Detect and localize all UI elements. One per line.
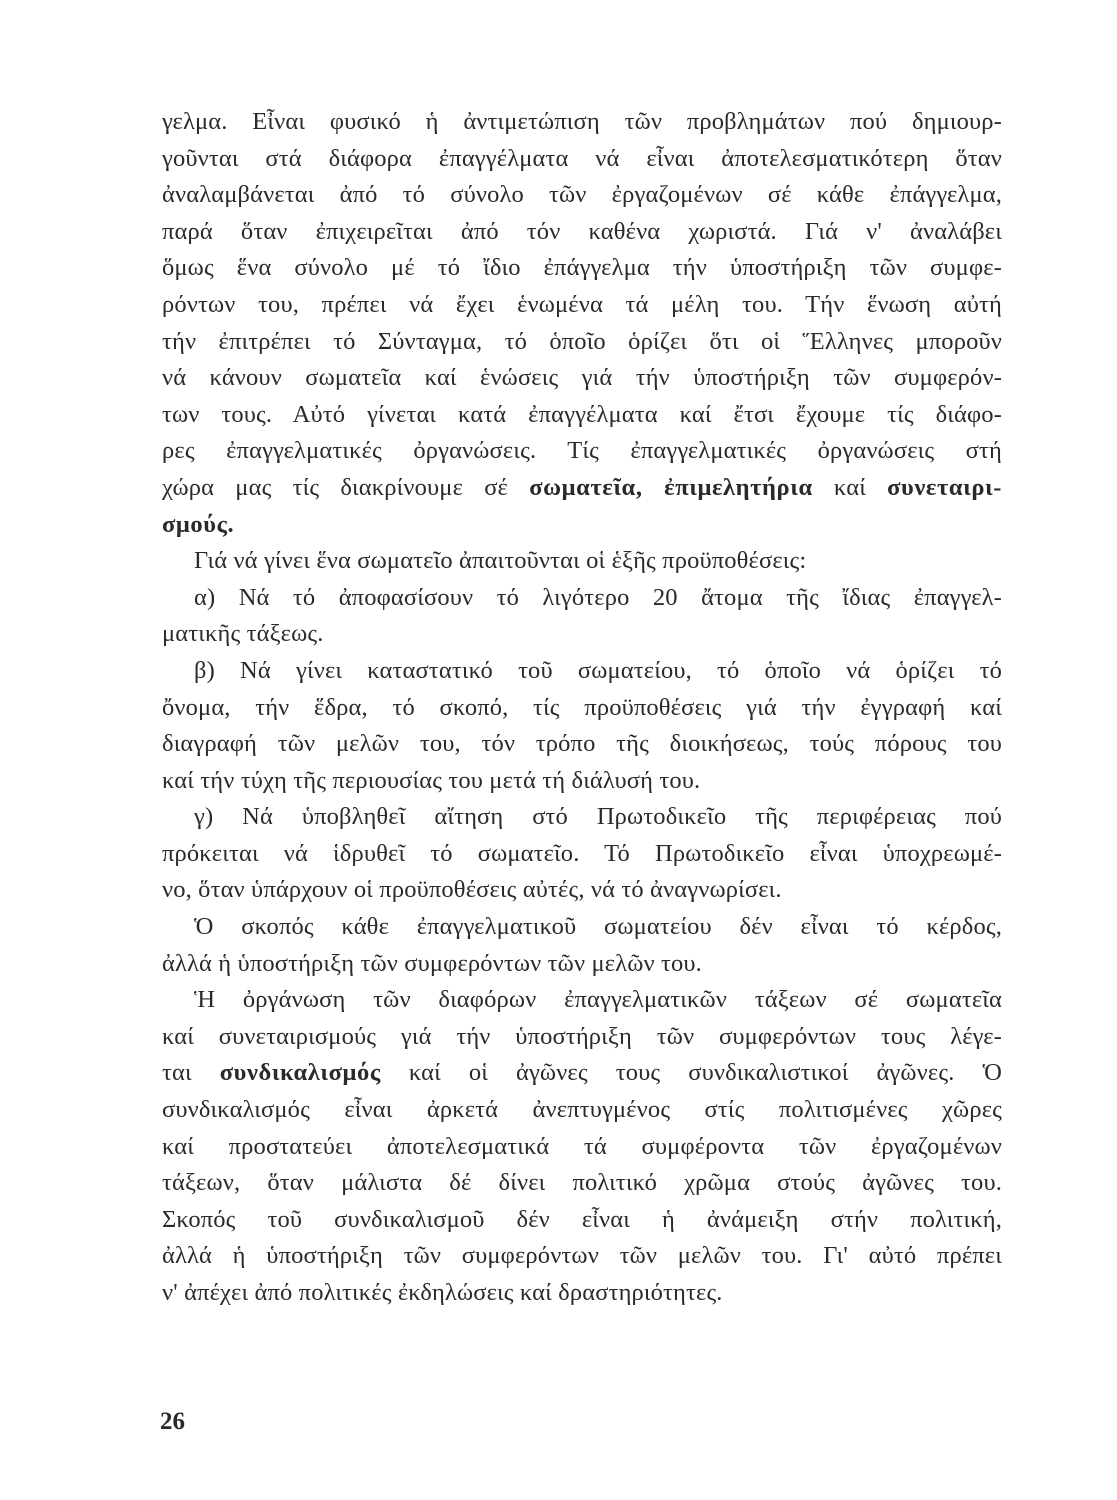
bold-term: συνεταιρι-	[887, 473, 1002, 501]
text-line	[162, 433, 1002, 470]
text-segment: ρες ἐπαγγελματικές ὀργανώσεις. Τίς ἐπαγγελματικές ὀργανώσεις στή	[162, 437, 1002, 465]
text-line	[162, 1019, 1002, 1056]
bold-term: σωματεῖα, ἐπιμελητήρια	[529, 473, 813, 501]
page-number: 26	[160, 1408, 185, 1435]
text-segment: των τους. Αὐτό γίνεται κατά ἐπαγγέλματα καί ἔτσι ἔχουμε τίς διάφο-	[162, 400, 1002, 428]
text-segment: ἀλλά ἡ ὑποστήριξη τῶν συμφερόντων τῶν μελῶν του. Γι' αὐτό πρέπει	[162, 1242, 1002, 1270]
text-segment: διαγραφή τῶν μελῶν του, τόν τρόπο τῆς διοικήσεως, τούς πόρους του	[162, 730, 1002, 758]
text-segment: συνδικαλισμός εἶναι ἀρκετά ἀνεπτυγμένος στίς πολιτισμένες χῶρες	[162, 1096, 1002, 1124]
text-segment: καί οἱ ἀγῶνες τους συνδικαλιστικοί ἀγῶνες. Ὁ	[380, 1059, 1002, 1087]
text-line	[162, 616, 1002, 653]
text-line	[162, 763, 1002, 800]
text-line	[162, 1055, 1002, 1092]
text-line	[162, 653, 1002, 690]
text-line	[162, 836, 1002, 873]
text-segment: καί τήν τύχη τῆς περιουσίας του μετά τή διάλυσή του.	[162, 766, 701, 794]
text-segment: νά κάνουν σωματεῖα καί ἑνώσεις γιά τήν ὑποστήριξη τῶν συμφερόν-	[162, 364, 1002, 392]
text-segment: τάξεων, ὅταν μάλιστα δέ δίνει πολιτικό χρῶμα στούς ἀγῶνες του.	[162, 1169, 1002, 1197]
text-segment: γελμα. Εἶναι φυσικό ἡ ἀντιμετώπιση τῶν προβλημάτων πού δημιουρ-	[162, 108, 1002, 135]
text-segment: Γιά νά γίνει ἕνα σωματεῖο ἀπαιτοῦνται οἱ ἑξῆς προϋποθέσεις:	[194, 547, 807, 575]
text-segment: ὅμως ἕνα σύνολο μέ τό ἴδιο ἐπάγγελμα τήν ὑποστήριξη τῶν συμφε-	[162, 254, 1002, 282]
text-segment: τήν ἐπιτρέπει τό Σύνταγμα, τό ὁποῖο ὁρίζει ὅτι οἱ Ἕλληνες μποροῦν	[162, 327, 1002, 355]
text-line	[162, 726, 1002, 763]
text-segment: νο, ὅταν ὑπάρχουν οἱ προϋποθέσεις αὐτές, νά τό ἀναγνωρίσει.	[162, 876, 782, 904]
text-line	[162, 177, 1002, 214]
text-line	[162, 1238, 1002, 1275]
text-line	[162, 360, 1002, 397]
text-line	[162, 1165, 1002, 1202]
bold-term: σμούς.	[162, 510, 235, 538]
text-line	[162, 1202, 1002, 1239]
text-segment: χώρα μας τίς διακρίνουμε σέ	[162, 473, 530, 501]
text-line	[162, 250, 1002, 287]
text-line	[162, 946, 1002, 983]
text-line	[162, 909, 1002, 946]
text-line	[162, 324, 1002, 361]
text-line	[162, 214, 1002, 251]
text-segment: Σκοπός τοῦ συνδικαλισμοῦ δέν εἶναι ἡ ἀνάμειξη στήν πολιτική,	[162, 1205, 1002, 1233]
text-segment: καί συνεταιρισμούς γιά τήν ὑποστήριξη τῶν συμφερόντων τους λέγε-	[162, 1022, 1002, 1050]
text-segment: παρά ὅταν ἐπιχειρεῖται ἀπό τόν καθένα χωριστά. Γιά ν' ἀναλάβει	[162, 217, 1002, 245]
text-line	[162, 799, 1002, 836]
text-line	[162, 543, 1002, 580]
body-text	[162, 104, 1002, 1312]
text-segment: Ἡ ὀργάνωση τῶν διαφόρων ἐπαγγελματικῶν τάξεων σέ σωματεῖα	[194, 986, 1002, 1014]
text-segment: ται	[162, 1059, 220, 1087]
bold-term: συνδικαλισμός	[219, 1059, 381, 1087]
text-line	[162, 287, 1002, 324]
text-line	[162, 397, 1002, 434]
text-segment: ὄνομα, τήν ἕδρα, τό σκοπό, τίς προϋποθέσεις γιά τήν ἐγγραφή καί	[162, 693, 1002, 721]
text-line	[162, 507, 1002, 544]
text-segment: γ) Νά ὑποβληθεῖ αἴτηση στό Πρωτοδικεῖο τῆς περιφέρειας πού	[194, 803, 1002, 831]
text-segment: ματικῆς τάξεως.	[162, 620, 324, 648]
text-segment: πρόκειται νά ἱδρυθεῖ τό σωματεῖο. Τό Πρωτοδικεῖο εἶναι ὑποχρεωμέ-	[162, 839, 1002, 867]
text-line	[162, 1275, 1002, 1312]
text-segment: ρόντων του, πρέπει νά ἔχει ἑνωμένα τά μέλη του. Τήν ἕνωση αὐτή	[162, 290, 1002, 318]
text-line	[162, 982, 1002, 1019]
text-segment: β) Νά γίνει καταστατικό τοῦ σωματείου, τό ὁποῖο νά ὁρίζει τό	[194, 656, 1002, 684]
text-segment: καί προστατεύει ἀποτελεσματικά τά συμφέροντα τῶν ἐργαζομένων	[162, 1132, 1002, 1160]
text-line	[162, 690, 1002, 727]
text-line	[162, 470, 1002, 507]
text-segment: Ὁ σκοπός κάθε ἐπαγγελματικοῦ σωματείου δέν εἶναι τό κέρδος,	[194, 913, 1002, 941]
text-segment: καί	[812, 473, 888, 501]
text-segment: ἀλλά ἡ ὑποστήριξη τῶν συμφερόντων τῶν μελῶν του.	[162, 949, 702, 977]
text-segment: α) Νά τό ἀποφασίσουν τό λιγότερο 20 ἄτομα τῆς ἴδιας ἐπαγγελ-	[194, 583, 1002, 611]
text-line	[162, 872, 1002, 909]
text-segment: ν' ἀπέχει ἀπό πολιτικές ἐκδηλώσεις καί δραστηριότητες.	[162, 1279, 723, 1306]
text-line	[162, 104, 1002, 141]
text-segment: ἀναλαμβάνεται ἀπό τό σύνολο τῶν ἐργαζομένων σέ κάθε ἐπάγγελμα,	[162, 181, 1002, 209]
text-line	[162, 1129, 1002, 1166]
text-line	[162, 580, 1002, 617]
text-line	[162, 141, 1002, 178]
text-segment: γοῦνται στά διάφορα ἐπαγγέλματα νά εἶναι ἀποτελεσματικότερη ὅταν	[162, 144, 1002, 172]
text-line	[162, 1092, 1002, 1129]
